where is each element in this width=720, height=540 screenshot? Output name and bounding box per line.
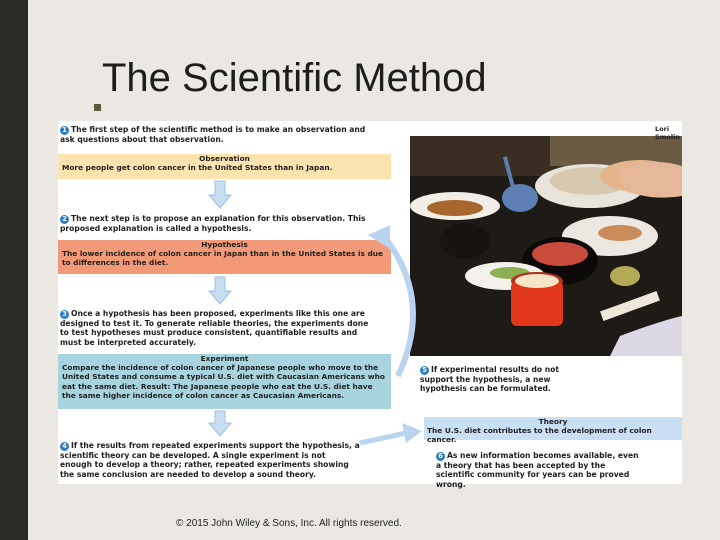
step-3-text: [60, 309, 378, 347]
down-arrow-icon: [208, 277, 232, 305]
step-5-number: 5: [420, 366, 429, 375]
down-arrow-icon: [208, 181, 232, 209]
step-6-text: [436, 451, 641, 489]
step-4-description: If the results from repeated experiments support the hypothesis, a scientific theory can be developed. A single experiment is not enough to develop a theory; rather, repeated experiments showing the same conclusion are needed to develop a sound theory.: [60, 441, 360, 479]
step-4-text: [60, 441, 360, 479]
observation-text: More people get colon cancer in the United States than in Japan.: [62, 163, 333, 173]
right-arrow-icon: [358, 421, 424, 449]
slide-title: The Scientific Method: [102, 56, 487, 100]
experiment-text: Compare the incidence of colon cancer of Japanese people who move to the United States and consume a typical U.S. diet with Caucasian Americans who eat the same diet. Result: The Japanese people who eat the U.S. diet have the same higher incidence of colon cancer as Caucasian Americans.: [62, 363, 385, 400]
photo-credit: Lori Smolin: [655, 125, 681, 141]
theory-heading: Theory: [538, 417, 568, 426]
japanese-meal-photo: [410, 136, 682, 356]
slide-left-bar: [0, 0, 28, 540]
meal-photo-illustration: [410, 136, 682, 356]
experiment-box: [58, 354, 391, 409]
step-2-number: 2: [60, 215, 69, 224]
step-3-description: Once a hypothesis has been proposed, experiments like this one are designed to test it. To generate reliable theories, the experiments done to test hypotheses must produce consistent, quantifiable results and must be interpreted accurately.: [60, 309, 369, 347]
experiment-heading: Experiment: [200, 354, 249, 363]
scientific-method-figure: [58, 121, 682, 489]
step-2-description: The next step is to propose an explanation for this observation. This proposed explanation is called a hypothesis.: [60, 214, 366, 233]
copyright-notice: © 2015 John Wiley & Sons, Inc. All rights reserved.: [176, 518, 402, 529]
theory-box: [424, 417, 682, 445]
hypothesis-text: The lower incidence of colon cancer in Japan than in the United States is due to differences in the diet.: [62, 249, 384, 268]
step-6-description: As new information becomes available, even a theory that has been accepted by the scientific community for years can be proved wrong.: [436, 451, 639, 489]
step-3-number: 3: [60, 310, 69, 319]
hypothesis-heading: Hypothesis: [201, 240, 248, 249]
observation-heading: Observation: [199, 154, 250, 163]
curved-arrow-icon: [358, 221, 428, 381]
title-accent-square: [94, 104, 101, 111]
theory-text: The U.S. diet contributes to the development of colon cancer.: [427, 426, 652, 445]
step-5-description: If experimental results do not support the hypothesis, a new hypothesis can be formulated.: [420, 365, 559, 394]
observation-box: [58, 154, 391, 179]
step-1-text: [60, 125, 380, 144]
down-arrow-icon: [208, 411, 232, 437]
step-1-description: The first step of the scientific method is to make an observation and ask questions about that observation.: [60, 125, 366, 144]
step-1-number: 1: [60, 126, 69, 135]
step-2-text: [60, 214, 380, 233]
step-6-number: 6: [436, 452, 445, 461]
hypothesis-box: [58, 240, 391, 274]
step-5-text: [420, 365, 590, 394]
step-4-number: 4: [60, 442, 69, 451]
